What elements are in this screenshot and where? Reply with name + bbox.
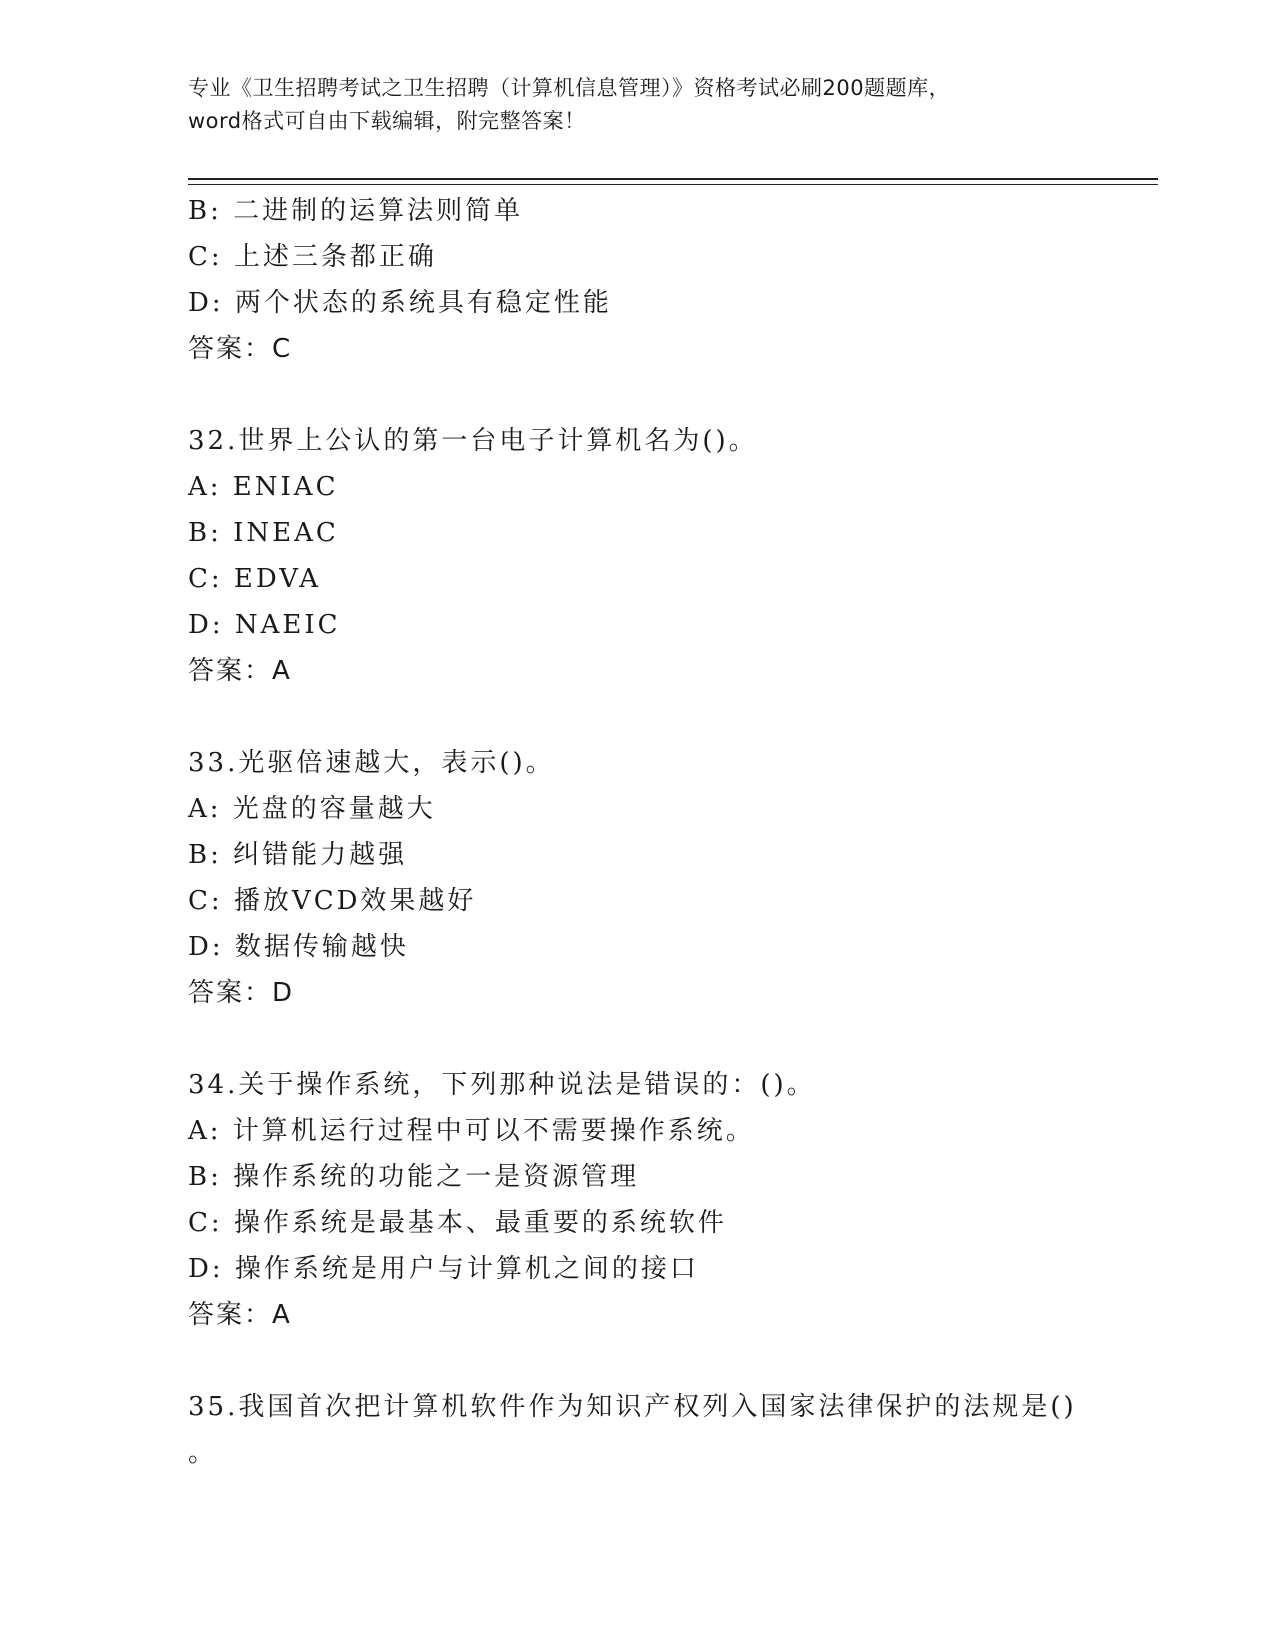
option-c: C: 播放VCD效果越好 xyxy=(188,886,477,916)
header-line-2: word格式可自由下载编辑，附完整答案！ xyxy=(188,109,586,133)
answer: 答案：D xyxy=(188,978,295,1008)
question-stem: 34.关于操作系统，下列那种说法是错误的：()。 xyxy=(188,1070,816,1100)
answer: 答案：A xyxy=(188,656,292,686)
option-a: A: 计算机运行过程中可以不需要操作系统。 xyxy=(188,1116,755,1146)
document-header xyxy=(188,72,1088,138)
question-stem: 33.光驱倍速越大，表示()。 xyxy=(188,748,555,778)
option-c: C: EDVA xyxy=(188,564,322,594)
header-line-1: 专业《卫生招聘考试之卫生招聘（计算机信息管理）》资格考试必刷200题题库， xyxy=(188,76,951,100)
option-d: D: NAEIC xyxy=(188,610,341,640)
option-c: C: 操作系统是最基本、最重要的系统软件 xyxy=(188,1208,727,1238)
option-a: A: 光盘的容量越大 xyxy=(188,794,436,824)
question-stem: 32.世界上公认的第一台电子计算机名为()。 xyxy=(188,426,758,456)
header-divider xyxy=(188,178,1158,180)
answer: 答案：C xyxy=(188,334,293,364)
answer: 答案：A xyxy=(188,1300,292,1330)
option-b: B: INEAC xyxy=(188,518,339,548)
option-b: B: 操作系统的功能之一是资源管理 xyxy=(188,1162,640,1192)
option-c: C: 上述三条都正确 xyxy=(188,242,437,272)
option-d: D: 数据传输越快 xyxy=(188,932,409,962)
option-b: B: 纠错能力越强 xyxy=(188,840,408,870)
option-d: D: 两个状态的系统具有稳定性能 xyxy=(188,288,612,318)
option-d: D: 操作系统是用户与计算机之间的接口 xyxy=(188,1254,699,1284)
header-divider-thin xyxy=(188,184,1158,185)
question-stem: 35.我国首次把计算机软件作为知识产权列入国家法律保护的法规是() xyxy=(188,1392,1077,1422)
question-list xyxy=(188,188,1148,1476)
option-a: A: ENIAC xyxy=(188,472,339,502)
question-stem-continuation: 。 xyxy=(188,1438,218,1468)
option-b: B: 二进制的运算法则简单 xyxy=(188,196,524,226)
